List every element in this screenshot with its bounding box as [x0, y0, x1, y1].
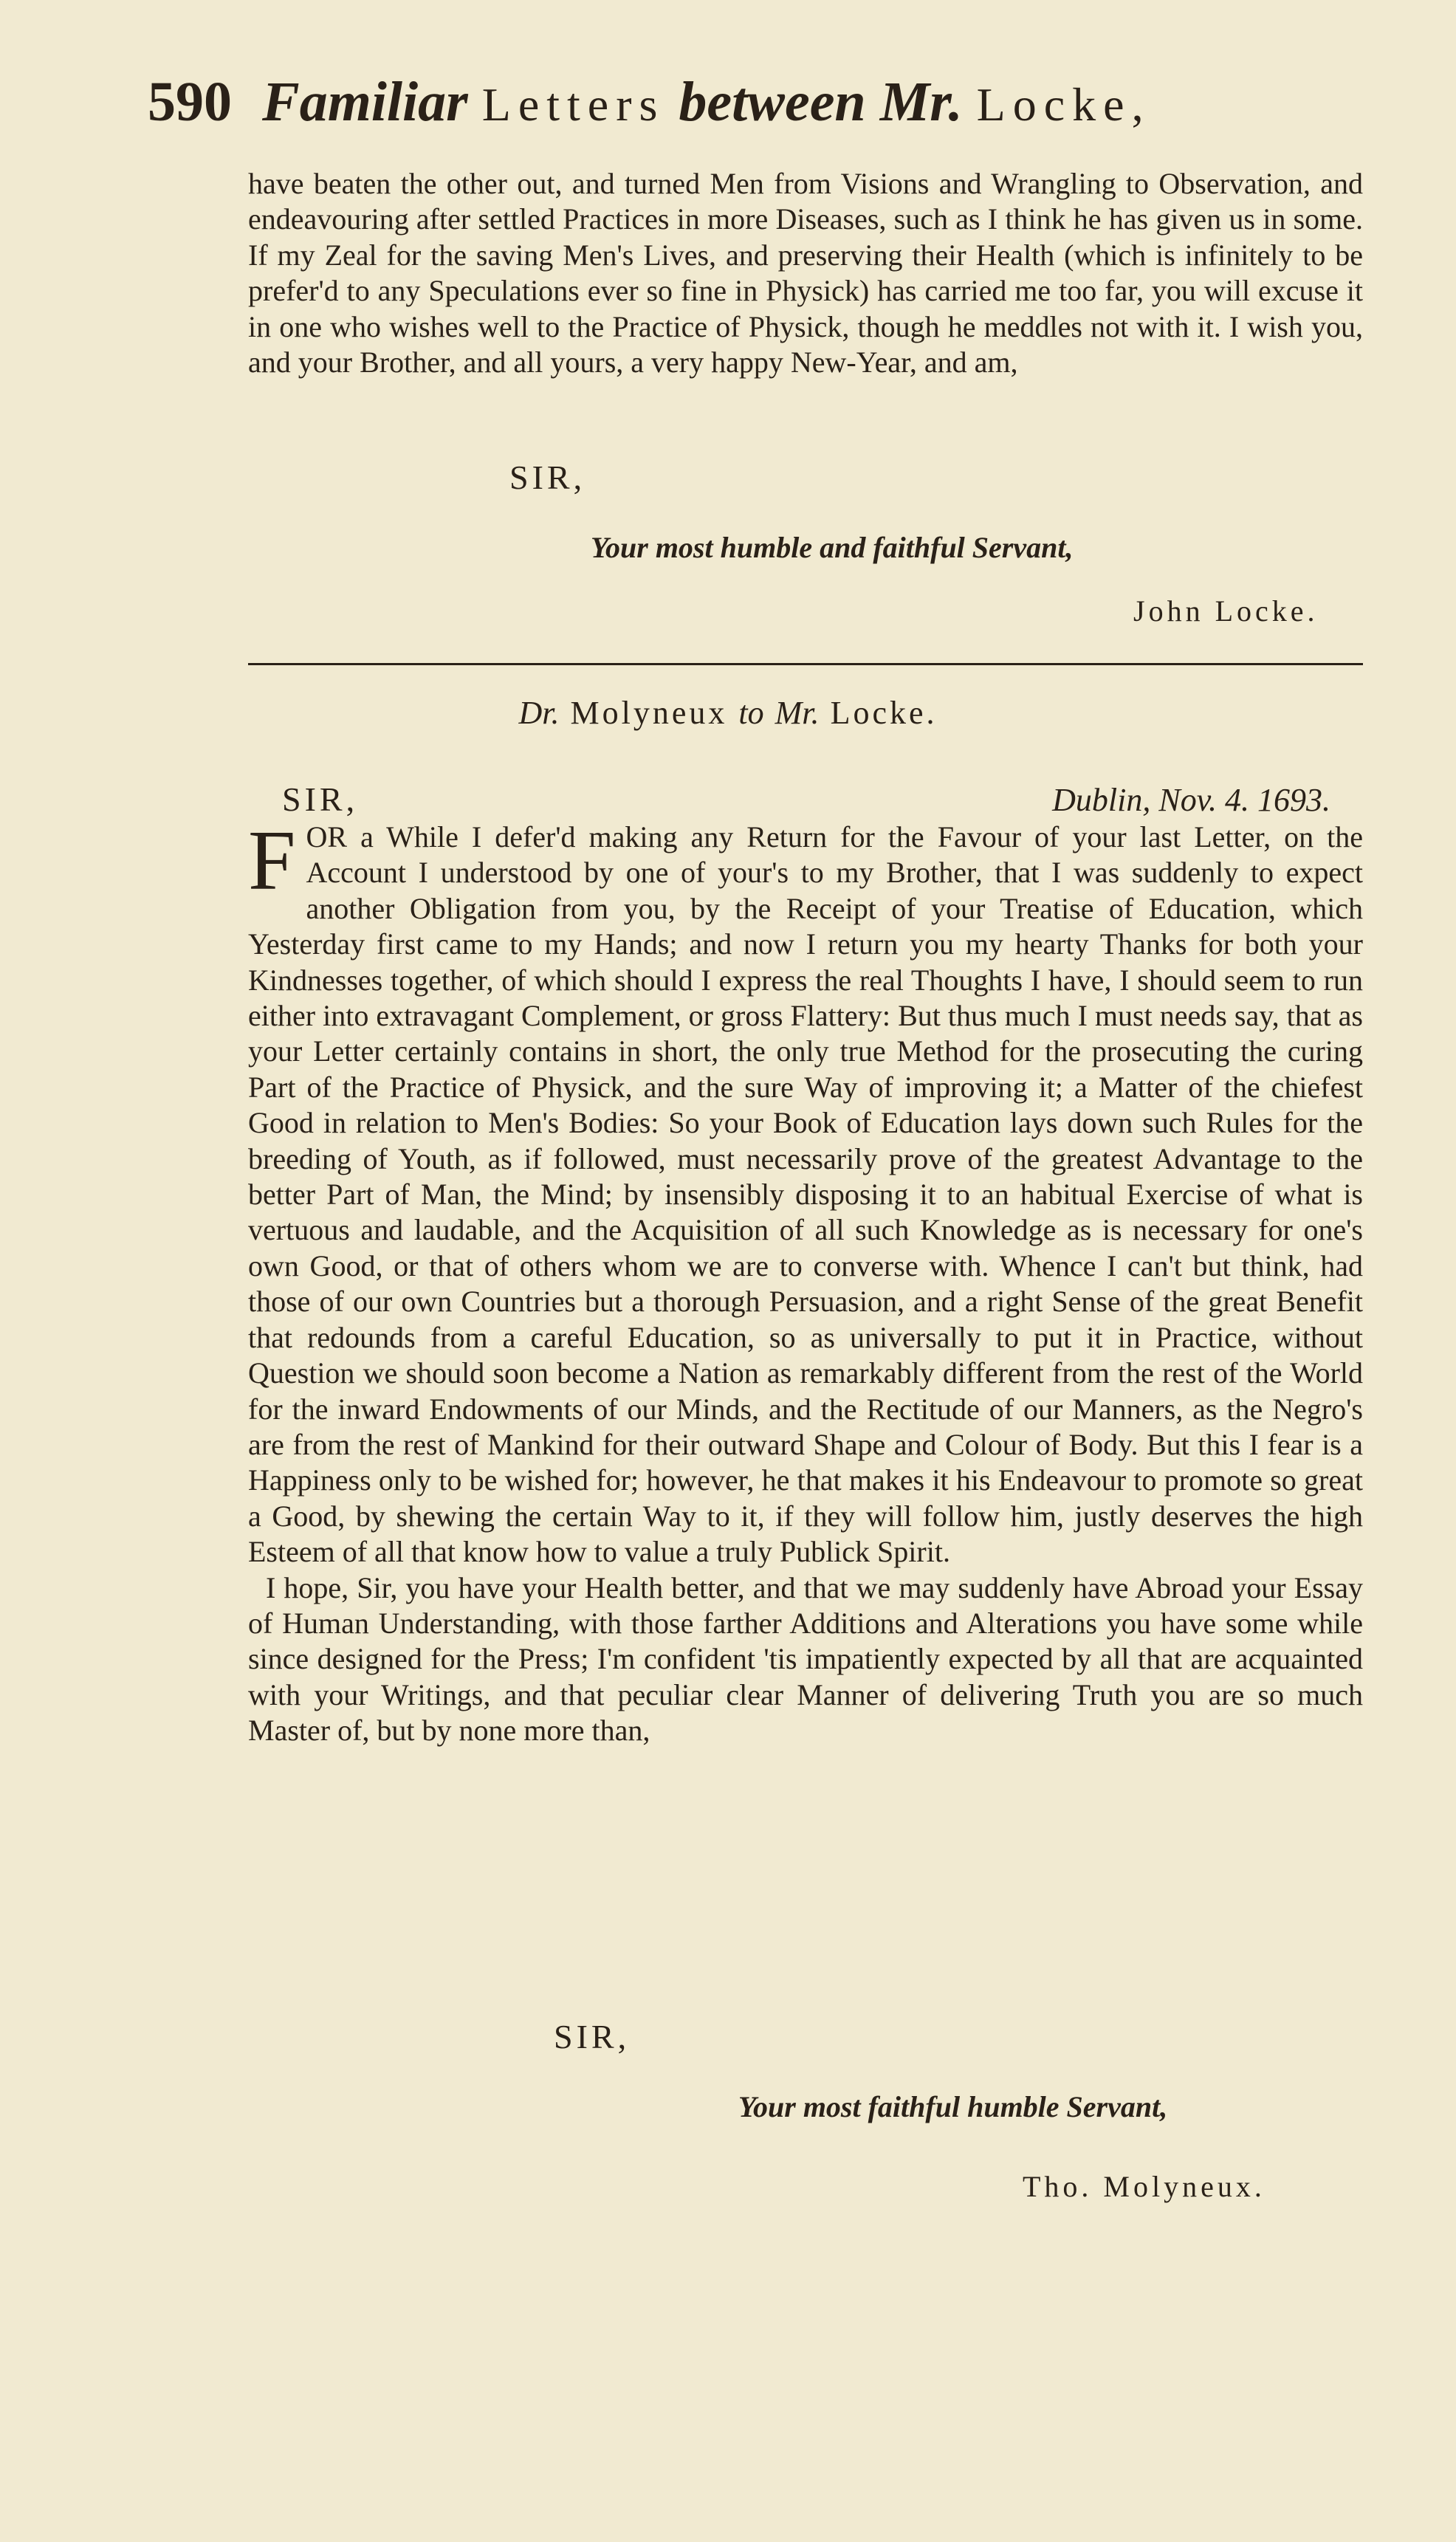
header-title-letters: Letters	[481, 78, 665, 131]
heading-molyneux: Molyneux	[570, 695, 728, 731]
heading-mr: Mr.	[775, 695, 820, 731]
letter-1-signature: John Locke.	[1133, 594, 1319, 628]
letter-2-body-block	[248, 814, 1363, 1749]
heading-locke: Locke.	[830, 695, 938, 731]
section-divider	[248, 663, 1363, 665]
header-title-mr: Mr.	[879, 71, 963, 133]
drop-cap: F	[248, 814, 296, 908]
letter-2-opening: SIR,	[282, 780, 359, 818]
letter-1-body: have beaten the other out, and turned Men from Visions and Wrangling to Observation, and endeavouring after settled Practices in more Diseases, such as I think he has given us in some. If my Zeal for the saving Men's Lives, and preserving their Health (which is infinitely to be prefer'd to any Speculations ever so fine in Physick) has carried me too far, you will excuse it in one who wishes well to the Practice of Physick, though he meddles not with it. I wish you, and your Brother, and all yours, a very happy New-Year, and am,	[248, 167, 1363, 379]
heading-dr: Dr.	[518, 695, 560, 731]
header-title-between: between	[679, 71, 866, 133]
header-title-familiar: Familiar	[262, 71, 468, 133]
letter-1-body-block	[248, 166, 1363, 380]
running-header	[148, 71, 1344, 133]
letter-2-place-date: Dublin, Nov. 4. 1693.	[1052, 782, 1330, 818]
letter-2-paragraph-1	[248, 814, 1363, 1570]
letter-2-paragraph-2: I hope, Sir, you have your Health better, and that we may suddenly have Abroad your Essay of Human Understanding, with those farther Additions and Alterations you have some while since designed for the Press; I'm confident 'tis impatiently expected by all that are acquainted with your Writings, and that peculiar clear Manner of delivering Truth you are so much Master of, but by none more than,	[248, 1570, 1363, 1748]
letter-2-paragraph-1-text: OR a While I defer'd making any Return for the Favour of your last Letter, on the Account I understood by one of your's to my Brother, that I was suddenly to expect another Obligation from you, by the Receipt of your Treatise of Education, which Yesterday first came to my Hands; and now I return you my hearty Thanks for both your Kindnesses together, of which should I express the real Thoughts I have, I should seem to run either into extravagant Complement, or gross Flattery: But thus much I must needs say, that as your Letter certainly contains in short, the only true Method for the prosecuting the curing Part of the Practice of Physick, and the sure Way of improving it; a Matter of the chiefest Good in relation to Men's Bodies: So your Book of Education lays down such Rules for the breeding of Youth, as if followed, must necessarily prove of the greatest Advantage to the better Part of Man, the Mind; by insensibly disposing it to an habitual Exercise of what is vertuous and laudable, and the Acquisition of all such Knowledge as is necessary for one's own Good, or that of others whom we are to converse with. Whence I can't but think, had those of our own Countries but a thorough Persuasion, and a right Sense of the great Benefit that redounds from a careful Education, so as universally to put it in Practice, without Question we should soon become a Nation as remarkably different from the rest of the World for the inward Endowments of our Minds, and the Rectitude of our Manners, as the Negro's are from the rest of Mankind for their outward Shape and Colour of Body. But this I fear is a Happiness only to be wished for; however, he that makes it his Endeavour to promote so great a Good, by shewing the certain Way to it, if they will follow him, justly deserves the high Esteem of all that know how to value a truly Publick Spirit.	[248, 820, 1363, 1569]
header-title-locke: Locke,	[976, 78, 1151, 131]
letter-2-salutation: SIR,	[554, 2018, 631, 2055]
page-number: 590	[148, 71, 232, 133]
heading-to: to	[738, 695, 764, 731]
letter-1-salutation: SIR,	[509, 458, 586, 496]
letter-2-heading	[0, 694, 1456, 732]
letter-1-closing: Your most humble and faithful Servant,	[591, 531, 1074, 564]
letter-2-signature: Tho. Molyneux.	[1023, 2170, 1266, 2203]
letter-2-closing: Your most faithful humble Servant,	[738, 2090, 1168, 2123]
